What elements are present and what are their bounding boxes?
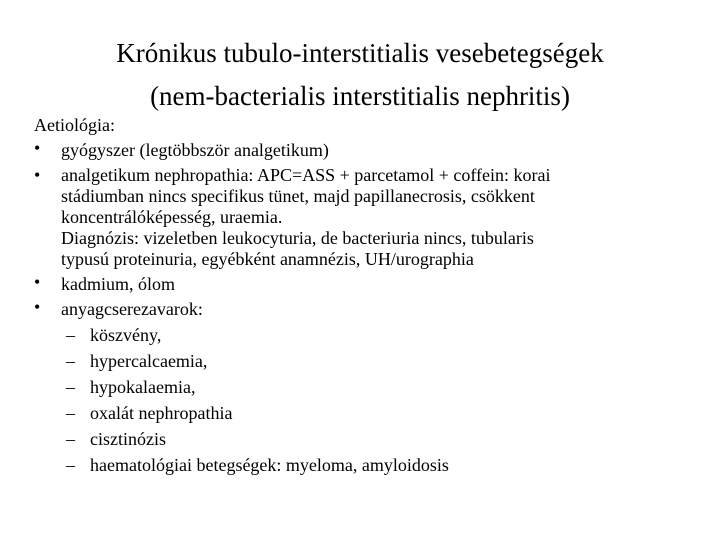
sub-item-text: oxalát nephropathia bbox=[90, 403, 233, 423]
sub-item-text: hypokalaemia, bbox=[90, 377, 196, 397]
sub-item-gout bbox=[34, 322, 714, 348]
bullet-text: koncentrálóképesség, uraemia. bbox=[61, 207, 283, 227]
bullet-item-analgetic-nephropathy bbox=[34, 163, 714, 272]
bullet-item-drugs bbox=[34, 138, 714, 163]
dash-marker: – bbox=[66, 377, 75, 397]
bullet-marker: • bbox=[34, 138, 41, 158]
sub-item-haematological bbox=[34, 452, 714, 478]
bullet-item-heavy-metals bbox=[34, 272, 714, 297]
sub-item-oxalate-nephropathy bbox=[34, 400, 714, 426]
bullet-marker: • bbox=[34, 165, 41, 185]
dash-marker: – bbox=[66, 325, 75, 345]
bullet-text: typusú proteinuria, egyébként anamnézis, UH/urographia bbox=[61, 249, 474, 269]
dash-marker: – bbox=[66, 429, 75, 449]
bullet-text: anyagcserezavarok: bbox=[61, 299, 203, 319]
bullet-text: stádiumban nincs specifikus tünet, majd papillanecrosis, csökkent bbox=[61, 186, 535, 206]
dash-marker: – bbox=[66, 455, 75, 475]
bullet-text: Diagnózis: vizeletben leukocyturia, de bacteriuria nincs, tubularis bbox=[61, 228, 534, 248]
bullet-marker: • bbox=[34, 272, 41, 292]
slide-title bbox=[0, 32, 720, 118]
sub-item-hypercalcaemia bbox=[34, 348, 714, 374]
sub-item-cystinosis bbox=[34, 426, 714, 452]
sub-item-hypokalaemia bbox=[34, 374, 714, 400]
title-line-2: (nem-bacterialis interstitialis nephritis) bbox=[150, 81, 570, 111]
dash-marker: – bbox=[66, 403, 75, 423]
title-line-1: Krónikus tubulo-interstitialis vesebetegségek bbox=[116, 38, 604, 68]
sub-item-text: hypercalcaemia, bbox=[90, 351, 208, 371]
bullet-marker: • bbox=[34, 297, 41, 317]
bullet-item-metabolic-disorders bbox=[34, 297, 714, 322]
dash-marker: – bbox=[66, 351, 75, 371]
sub-item-text: haematológiai betegségek: myeloma, amyloidosis bbox=[90, 455, 449, 475]
sub-item-text: cisztinózis bbox=[90, 429, 166, 449]
bullet-text: kadmium, ólom bbox=[61, 274, 175, 294]
section-heading: Aetiológia: bbox=[34, 115, 115, 135]
bullet-text: gyógyszer (legtöbbször analgetikum) bbox=[61, 140, 329, 160]
sub-item-text: köszvény, bbox=[90, 325, 162, 345]
bullet-text: analgetikum nephropathia: APC=ASS + parcetamol + coffein: korai bbox=[61, 165, 551, 185]
slide-body bbox=[34, 113, 714, 478]
